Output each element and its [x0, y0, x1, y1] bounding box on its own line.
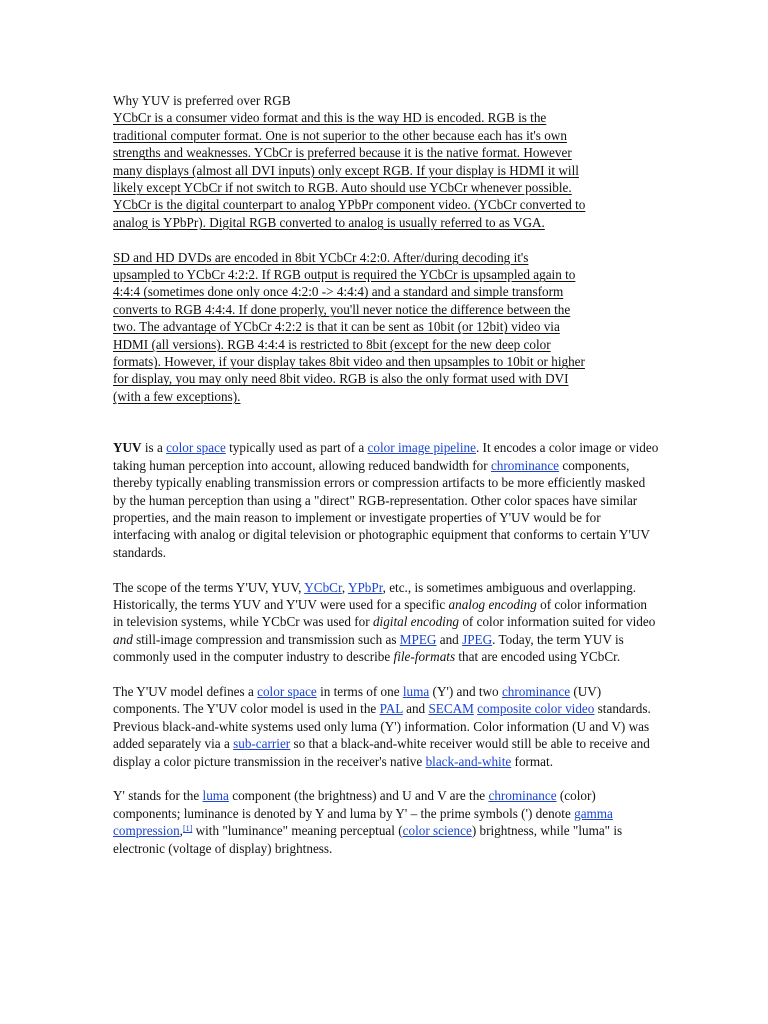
paragraph-2-line: 4:4:4 (sometimes done only once 4:2:0 -> 4:4:4) and a standard and simple transform [113, 284, 564, 300]
link-color-image-pipeline[interactable]: color image pipeline [367, 440, 476, 456]
link-color-science[interactable]: color science [402, 823, 472, 839]
link-ypbpr[interactable]: YPbPr [347, 579, 383, 595]
paragraph-2-line: formats). However, if your display takes 8bit video and then upsamples to 10bit or higher [113, 354, 585, 370]
underlined-paragraph-2 [113, 249, 659, 406]
italic-and: and [113, 631, 133, 647]
italic-analog-encoding: analog encoding [448, 596, 537, 612]
italic-file-formats: file-formats [393, 649, 456, 665]
paragraph-2-line: upsampled to YCbCr 4:2:2. If RGB output is required the YCbCr is upsampled again to [113, 267, 576, 283]
link-luma-2[interactable]: luma [202, 788, 229, 804]
link-jpeg[interactable]: JPEG [462, 631, 493, 647]
bold-term: YUV [113, 440, 142, 456]
paragraph-yuv-model: The Y'UV model defines a color space in terms of one luma (Y') and two chrominance (UV) components. The Y'UV color model is used in the PAL and SECAM composite color video standards. Previous black-and-white systems used only luma (Y') information. Color information (U and V) was added separately via a sub-carrier so that a black-and-white receiver would still be able to receive and display a color picture transmission in the receiver's native black-and-white format. [113, 683, 651, 769]
link-chrominance-3[interactable]: chrominance [488, 788, 557, 804]
italic-digital-encoding: digital encoding [372, 614, 460, 630]
paragraph-scope: The scope of the terms Y'UV, YUV, YCbCr, YPbPr, etc., is sometimes ambiguous and overlapping. Historically, the terms YUV and Y'UV were used for a specific analog encoding of color information in television systems, while YCbCr was used for digital encoding of color information suited for video and still-image compression and transmission such as MPEG and JPEG. Today, the term YUV is commonly used in the computer industry to describe file-formats that are encoded using YCbCr. [113, 579, 656, 665]
link-chrominance[interactable]: chrominance [490, 457, 560, 473]
paragraph-2-line: (with a few exceptions). [113, 388, 241, 404]
link-ycbcr[interactable]: YCbCr [304, 579, 342, 595]
paragraph-1-line: strengths and weaknesses. YCbCr is preferred because it is the native format. However [113, 145, 572, 161]
link-sub-carrier[interactable]: sub-carrier [233, 736, 291, 752]
paragraph-1-line: many displays (almost all DVI inputs) only except RGB. If your display is HDMI it will [113, 162, 579, 178]
link-mpeg[interactable]: MPEG [399, 631, 437, 647]
link-luma[interactable]: luma [402, 683, 430, 699]
link-color-space[interactable]: color space [166, 440, 226, 456]
underlined-paragraph-1 [113, 109, 659, 231]
paragraph-1-line: traditional computer format. One is not superior to the other because each has it's own [113, 127, 567, 143]
paragraph-1-line: likely except YCbCr if not switch to RGB. Auto should use YCbCr whenever possible. [113, 180, 572, 196]
link-pal[interactable]: PAL [379, 701, 403, 717]
footnote-link-1[interactable]: [1] [182, 824, 193, 834]
paragraph-yuv-intro: YUV is a color space typically used as part of a color image pipeline. It encodes a color image or video taking human perception into account, allowing reduced bandwidth for chrominance components, thereby typically enabling transmission errors or compression artifacts to be more efficiently masked by the human perception than using a "direct" RGB-representation. Other color spaces have similar properties, and the main reason to implement or investigate properties of Y'UV would be for interfacing with analog or digital television or photographic equipment that conforms to certain Y'UV standards. [113, 440, 659, 560]
section-title: Why YUV is preferred over RGB [113, 93, 291, 108]
paragraph-2-line: two. The advantage of YCbCr 4:2:2 is that it can be sent as 10bit (or 12bit) video via [113, 319, 560, 335]
paragraph-y-prime: Y' stands for the luma component (the brightness) and U and V are the chrominance (color) components; luminance is denoted by Y and luma by Y' – the prime symbols (') denote gamma compression,[1] with "luminance" meaning perceptual (color science) brightness, while "luma" is electronic (voltage of display) brightness. [113, 788, 623, 856]
paragraph-2-line: HDMI (all versions). RGB 4:4:4 is restricted to 8bit (except for the new deep color [113, 336, 551, 352]
document-content [113, 92, 659, 874]
link-color-space-2[interactable]: color space [257, 683, 317, 699]
link-secam[interactable]: SECAM [428, 701, 474, 717]
link-gamma-compression[interactable]: gamma compression [113, 805, 613, 839]
paragraph-2-line: converts to RGB 4:4:4. If done properly, you'll never notice the difference between the [113, 301, 571, 317]
paragraph-2-line: SD and HD DVDs are encoded in 8bit YCbCr 4:2:0. After/during decoding it's [113, 249, 529, 265]
link-composite-color-video[interactable]: composite color video [477, 701, 595, 717]
link-chrominance-2[interactable]: chrominance [501, 683, 571, 699]
paragraph-1-line: YCbCr is the digital counterpart to analog YPbPr component video. (YCbCr converted to [113, 197, 586, 213]
paragraph-1-line: analog is YPbPr). Digital RGB converted to analog is usually referred to as VGA. [113, 214, 545, 230]
paragraph-1-line: YCbCr is a consumer video format and this is the way HD is encoded. RGB is the [113, 110, 547, 126]
paragraph-2-line: for display, you may only need 8bit video. RGB is also the only format used with DVI [113, 371, 569, 387]
link-black-and-white[interactable]: black-and-white [425, 753, 512, 769]
